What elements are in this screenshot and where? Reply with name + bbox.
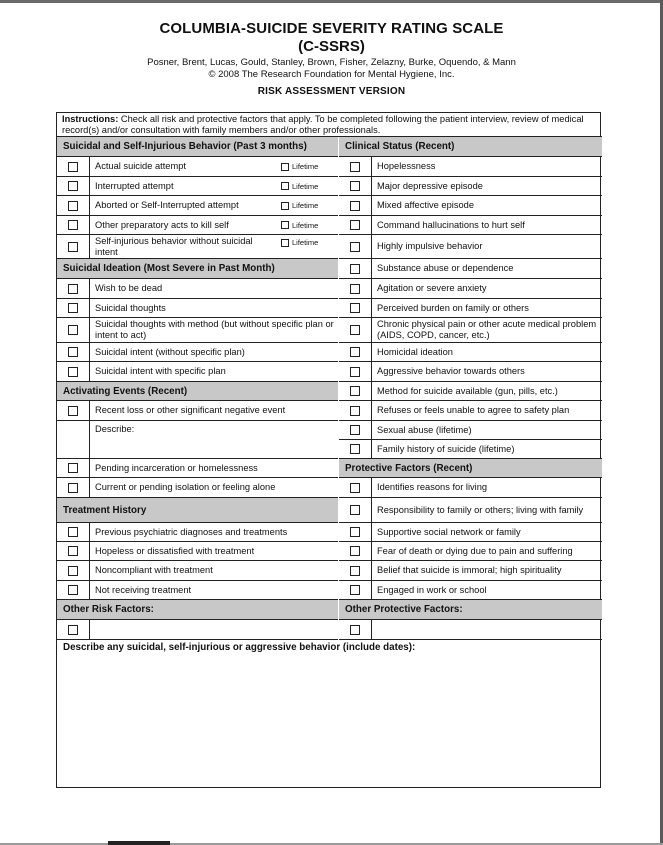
checklist-row [339, 196, 602, 216]
checkbox[interactable] [68, 181, 78, 191]
checklist-row [339, 523, 602, 542]
instructions-label: Instructions: [62, 114, 119, 124]
lifetime-option [281, 221, 338, 230]
checklist-row [57, 216, 338, 235]
checklist-row [339, 581, 602, 600]
checklist-row [339, 498, 602, 523]
checklist-row [339, 279, 602, 299]
lifetime-checkbox[interactable] [281, 221, 289, 229]
item-label: Previous psychiatric diagnoses and treatments [95, 526, 288, 537]
checklist-row [339, 177, 602, 196]
checklist-row [57, 235, 338, 259]
lifetime-option [281, 182, 338, 191]
checkbox[interactable] [350, 483, 360, 493]
section-header-suicidal-behavior: Suicidal and Self-Injurious Behavior (Past 3 months) [57, 137, 338, 157]
item-label: Actual suicide attempt [95, 161, 186, 171]
checkbox[interactable] [68, 527, 78, 537]
checkbox[interactable] [350, 625, 360, 635]
item-label: Sexual abuse (lifetime) [377, 424, 472, 435]
item-label: Perceived burden on family or others [377, 302, 529, 313]
checklist-row [339, 542, 602, 561]
checkbox[interactable] [350, 367, 360, 377]
item-label: Recent loss or other significant negative event [95, 405, 286, 415]
other-protective-row [339, 620, 602, 640]
checkbox[interactable] [68, 625, 78, 635]
checkbox[interactable] [350, 264, 360, 274]
checklist-row [57, 561, 338, 581]
lifetime-label: Lifetime [292, 162, 319, 171]
checklist-row [57, 459, 338, 478]
checklist-row [339, 382, 602, 401]
checkbox[interactable] [68, 406, 78, 416]
item-label: Suicidal intent (without specific plan) [95, 346, 245, 357]
lifetime-option [281, 201, 338, 210]
item-label: Noncompliant with treatment [95, 565, 213, 575]
checkbox[interactable] [350, 284, 360, 294]
checklist-row [57, 523, 338, 542]
lifetime-option [281, 238, 338, 247]
item-label: Highly impulsive behavior [377, 241, 483, 251]
lifetime-option [281, 162, 338, 171]
checklist-row [339, 216, 602, 235]
checkbox[interactable] [350, 303, 360, 313]
item-label: Command hallucinations to hurt self [377, 219, 525, 230]
checkbox[interactable] [68, 325, 78, 335]
item-label: Interrupted attempt [95, 180, 174, 191]
checkbox[interactable] [350, 162, 360, 172]
lifetime-label: Lifetime [292, 201, 319, 210]
checklist-row [339, 421, 602, 440]
item-label: Supportive social network or family [377, 526, 521, 537]
checkbox[interactable] [68, 463, 78, 473]
authors-line: Posner, Brent, Lucas, Gould, Stanley, Brown, Fisher, Zelazny, Burke, Oquendo, & Mann [147, 57, 516, 68]
section-header-treatment-history: Treatment History [57, 498, 338, 523]
item-label: Pending incarceration or homelessness [95, 462, 258, 473]
checkbox[interactable] [68, 284, 78, 294]
checklist-row [57, 362, 338, 382]
checkbox[interactable] [350, 325, 360, 335]
checklist-row [339, 362, 602, 382]
item-label: Refuses or feels unable to agree to safety plan [377, 405, 570, 415]
section-header-activating-events: Activating Events (Recent) [57, 382, 338, 401]
document-title: COLUMBIA-SUICIDE SEVERITY RATING SCALE [159, 20, 504, 37]
item-label: Family history of suicide (lifetime) [377, 443, 515, 454]
item-label: Method for suicide available (gun, pills, etc.) [377, 385, 558, 396]
checkbox[interactable] [68, 367, 78, 377]
checkbox[interactable] [350, 444, 360, 454]
section-header-clinical-status: Clinical Status (Recent) [339, 137, 602, 157]
version-label: RISK ASSESSMENT VERSION [257, 86, 406, 97]
document-subtitle: (C-SSRS) [298, 38, 365, 55]
item-label: Major depressive episode [377, 180, 483, 191]
item-label: Chronic physical pain or other acute medical problem (AIDS, COPD, cancer, etc.) [377, 319, 597, 340]
checkbox[interactable] [350, 527, 360, 537]
lifetime-checkbox[interactable] [281, 239, 289, 247]
checklist-row [339, 561, 602, 581]
checklist-row [57, 299, 338, 318]
checkbox[interactable] [68, 201, 78, 211]
checkbox[interactable] [350, 347, 360, 357]
checkbox[interactable] [350, 201, 360, 211]
checkbox[interactable] [68, 546, 78, 556]
checklist-row [339, 401, 602, 421]
other-protective-input[interactable] [372, 620, 602, 639]
item-label: Homicidal ideation [377, 346, 453, 357]
checkbox[interactable] [68, 303, 78, 313]
item-label: Responsibility to family or others; living with family [377, 504, 584, 515]
item-label: Fear of death or dying due to pain and suffering [377, 545, 573, 556]
checklist-row [57, 478, 338, 498]
copyright-line: © 2008 The Research Foundation for Mental Hygiene, Inc. [208, 69, 455, 80]
checklist-row [57, 343, 338, 362]
section-header-protective-factors: Protective Factors (Recent) [339, 459, 602, 478]
item-label: Substance abuse or dependence [377, 263, 514, 273]
section-header-other-protective-factors: Other Protective Factors: [339, 600, 602, 620]
item-label: Mixed affective episode [377, 200, 474, 210]
checkbox[interactable] [68, 585, 78, 595]
other-risk-input[interactable] [90, 620, 338, 639]
item-label: Self-injurious behavior without suicidal intent [95, 235, 253, 257]
checkbox[interactable] [68, 566, 78, 576]
checkbox[interactable] [68, 242, 78, 252]
window-top-border [0, 0, 663, 3]
checkbox[interactable] [68, 347, 78, 357]
item-label: Suicidal intent with specific plan [95, 366, 226, 376]
item-label: Current or pending isolation or feeling alone [95, 482, 276, 492]
checkbox[interactable] [68, 162, 78, 172]
checklist-row [339, 343, 602, 362]
instructions-text: Check all risk and protective factors that apply. To be completed following the patient interview, review of medical record(s) and/or consultation with family members and/or other professionals. [62, 114, 584, 135]
describe-row [57, 421, 338, 459]
checklist-row [57, 401, 338, 421]
checkbox[interactable] [350, 406, 360, 416]
checklist-row [339, 259, 602, 279]
checkbox[interactable] [350, 585, 360, 595]
checklist-row [57, 157, 338, 177]
checklist-row [57, 279, 338, 299]
risk-assessment-form [56, 112, 601, 788]
item-label: Wish to be dead [95, 283, 163, 293]
item-label: Suicidal thoughts [95, 302, 166, 313]
item-label: Aborted or Self-Interrupted attempt [95, 200, 239, 210]
item-label: Suicidal thoughts with method (but without specific plan or intent to act) [95, 319, 334, 340]
item-label: Other preparatory acts to kill self [95, 219, 229, 230]
item-label: Engaged in work or school [377, 584, 487, 595]
describe-behavior-label: Describe any suicidal, self-injurious or aggressive behavior (include dates): [63, 642, 416, 653]
instructions [57, 113, 602, 137]
item-label: Agitation or severe anxiety [377, 283, 487, 293]
checklist-row [57, 581, 338, 600]
checklist-row [57, 177, 338, 196]
checkbox[interactable] [350, 425, 360, 435]
checkbox[interactable] [350, 242, 360, 252]
checklist-row [339, 478, 602, 498]
checkbox[interactable] [68, 483, 78, 493]
checklist-row [339, 440, 602, 459]
describe-behavior-box[interactable] [57, 640, 600, 787]
item-label: Identifies reasons for living [377, 482, 488, 492]
other-risk-row [57, 620, 338, 640]
lifetime-label: Lifetime [292, 220, 319, 230]
checkbox[interactable] [68, 220, 78, 230]
checklist-row [57, 542, 338, 561]
describe-label: Describe: [95, 424, 135, 434]
checkbox[interactable] [350, 505, 360, 515]
lifetime-label: Lifetime [292, 238, 319, 247]
lifetime-checkbox[interactable] [281, 202, 289, 210]
item-label: Aggressive behavior towards others [377, 366, 525, 376]
item-label: Belief that suicide is immoral; high spirituality [377, 565, 562, 575]
checklist-row [339, 318, 602, 343]
item-label: Hopeless or dissatisfied with treatment [95, 545, 255, 556]
bottom-tab-marker [108, 841, 170, 845]
checkbox[interactable] [350, 386, 360, 396]
checklist-row [339, 235, 602, 259]
checklist-row [339, 299, 602, 318]
lifetime-checkbox[interactable] [281, 182, 289, 190]
section-header-other-risk-factors: Other Risk Factors: [57, 600, 338, 620]
checkbox[interactable] [350, 220, 360, 230]
checkbox[interactable] [350, 546, 360, 556]
checkbox[interactable] [350, 566, 360, 576]
item-label: Not receiving treatment [95, 584, 192, 595]
item-label: Hopelessness [377, 161, 436, 171]
checklist-row [57, 318, 338, 343]
checkbox[interactable] [350, 181, 360, 191]
checklist-row [57, 196, 338, 216]
lifetime-checkbox[interactable] [281, 163, 289, 171]
lifetime-label: Lifetime [292, 181, 319, 191]
checklist-row [339, 157, 602, 177]
section-header-suicidal-ideation: Suicidal Ideation (Most Severe in Past Month) [57, 259, 338, 279]
